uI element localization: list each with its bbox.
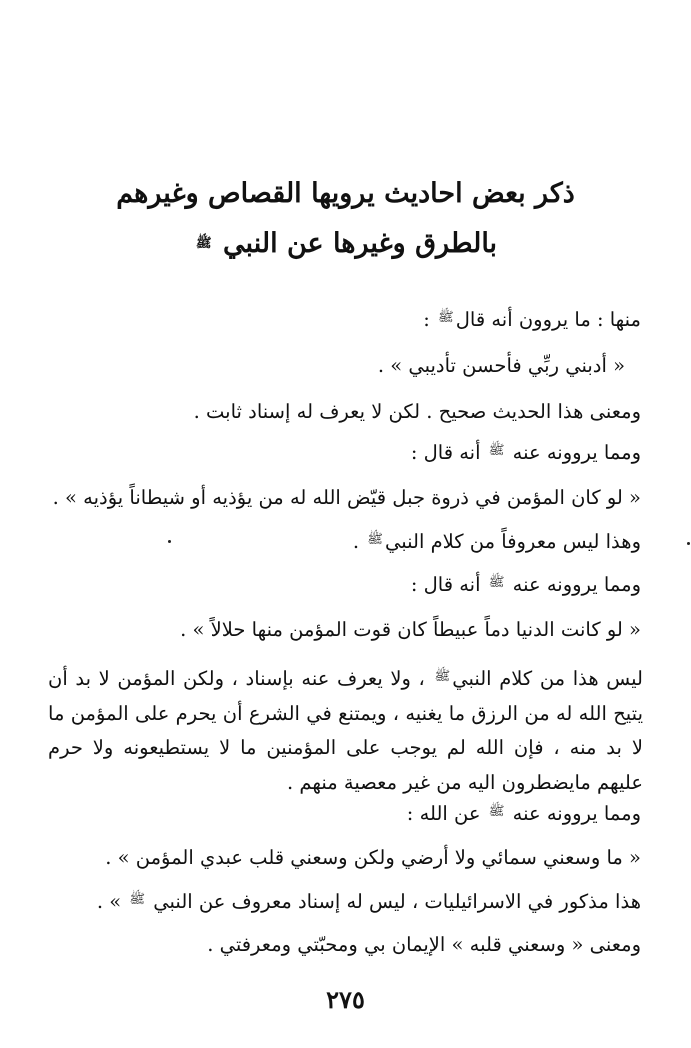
text: ليس هذا من كلام النبي [452,667,643,690]
line-hadith-4-meaning: ومعنى « وسعني قلبه » الإيمان بي ومحبّتي ومعرفتي . [207,933,641,956]
line-hadith-3-intro [411,573,641,596]
text: أنه قال : [410,573,481,596]
text: » . [96,890,122,913]
line-hadith-1-quote: « أدبني ربِّي فأحسن تأديبي » . [377,354,625,377]
salla-ligature-icon: ﷺ [129,892,146,907]
salla-ligature-icon: ﷺ [434,669,451,684]
line-hadith-2-comment [353,530,641,553]
text: ومما يروونه عنه [512,802,641,825]
page-number: ٢٧٥ [326,985,365,1014]
section-title-line-2 [60,228,631,259]
text: . [352,530,360,553]
salla-ligature-icon: ﷺ [438,310,454,325]
text: : [423,308,430,331]
line-hadith-1-intro [423,308,641,331]
text: أنه قال : [410,441,481,464]
line-hadith-4-comment [97,890,641,913]
line-hadith-2-intro [411,441,641,464]
text: ومما يروونه عنه [512,573,641,596]
line-hadith-2-quote: « لو كان المؤمن في ذروة جبل قيّض الله له من يؤذيه أو شيطاناً يؤذيه » . [52,486,641,509]
line-hadith-1-comment: ومعنى هذا الحديث صحيح . لكن لا يعرف له إسناد ثابت . [193,400,641,423]
text: ومما يروونه عنه [512,441,641,464]
text: منها : ما يروون أنه قال [455,308,641,331]
text: عن الله : [406,802,481,825]
section-title-line-1: ذكر بعض احاديث يرويها القصاص وغيرهم [116,178,575,209]
salla-ligature-icon: ﷺ [488,575,505,590]
text: وهذا ليس معروفاً من كلام النبي [385,530,641,553]
paragraph-hadith-3-comment [48,660,643,800]
print-speck [168,540,171,543]
line-hadith-4-intro [407,802,641,825]
text: ، ولا يعرف عنه بإسناد ، ولكن المؤمن لا بد أن يتيح الله له من الرزق ما يغنيه ، ويمتنع في الشرع أن يحرم على المؤمن ما لا بد منه ، فإن الله لم يوجب على المؤمنين ما لا يستطيعونه ولا حرم عليهم مايضطرون اليه من غير معصية منهم . [48,667,643,794]
salla-ligature-icon: ﷺ [367,532,383,547]
line-hadith-4-quote: « ما وسعني سمائي ولا أرضي ولكن وسعني قلب عبدي المؤمن » . [105,846,641,869]
salla-ligature-icon: ﷺ [488,804,505,819]
salla-ligature-icon: ﷺ [195,236,212,251]
section-title-line-2-text: بالطرق وغيرها عن النبي [223,228,498,259]
salla-ligature-icon: ﷺ [488,443,505,458]
line-hadith-3-quote: « لو كانت الدنيا دماً عبيطاً كان قوت المؤمن منها حلالاً » . [180,618,641,641]
text: هذا مذكور في الاسرائيليات ، ليس له إسناد معروف عن النبي [153,890,641,913]
print-speck [687,542,690,545]
